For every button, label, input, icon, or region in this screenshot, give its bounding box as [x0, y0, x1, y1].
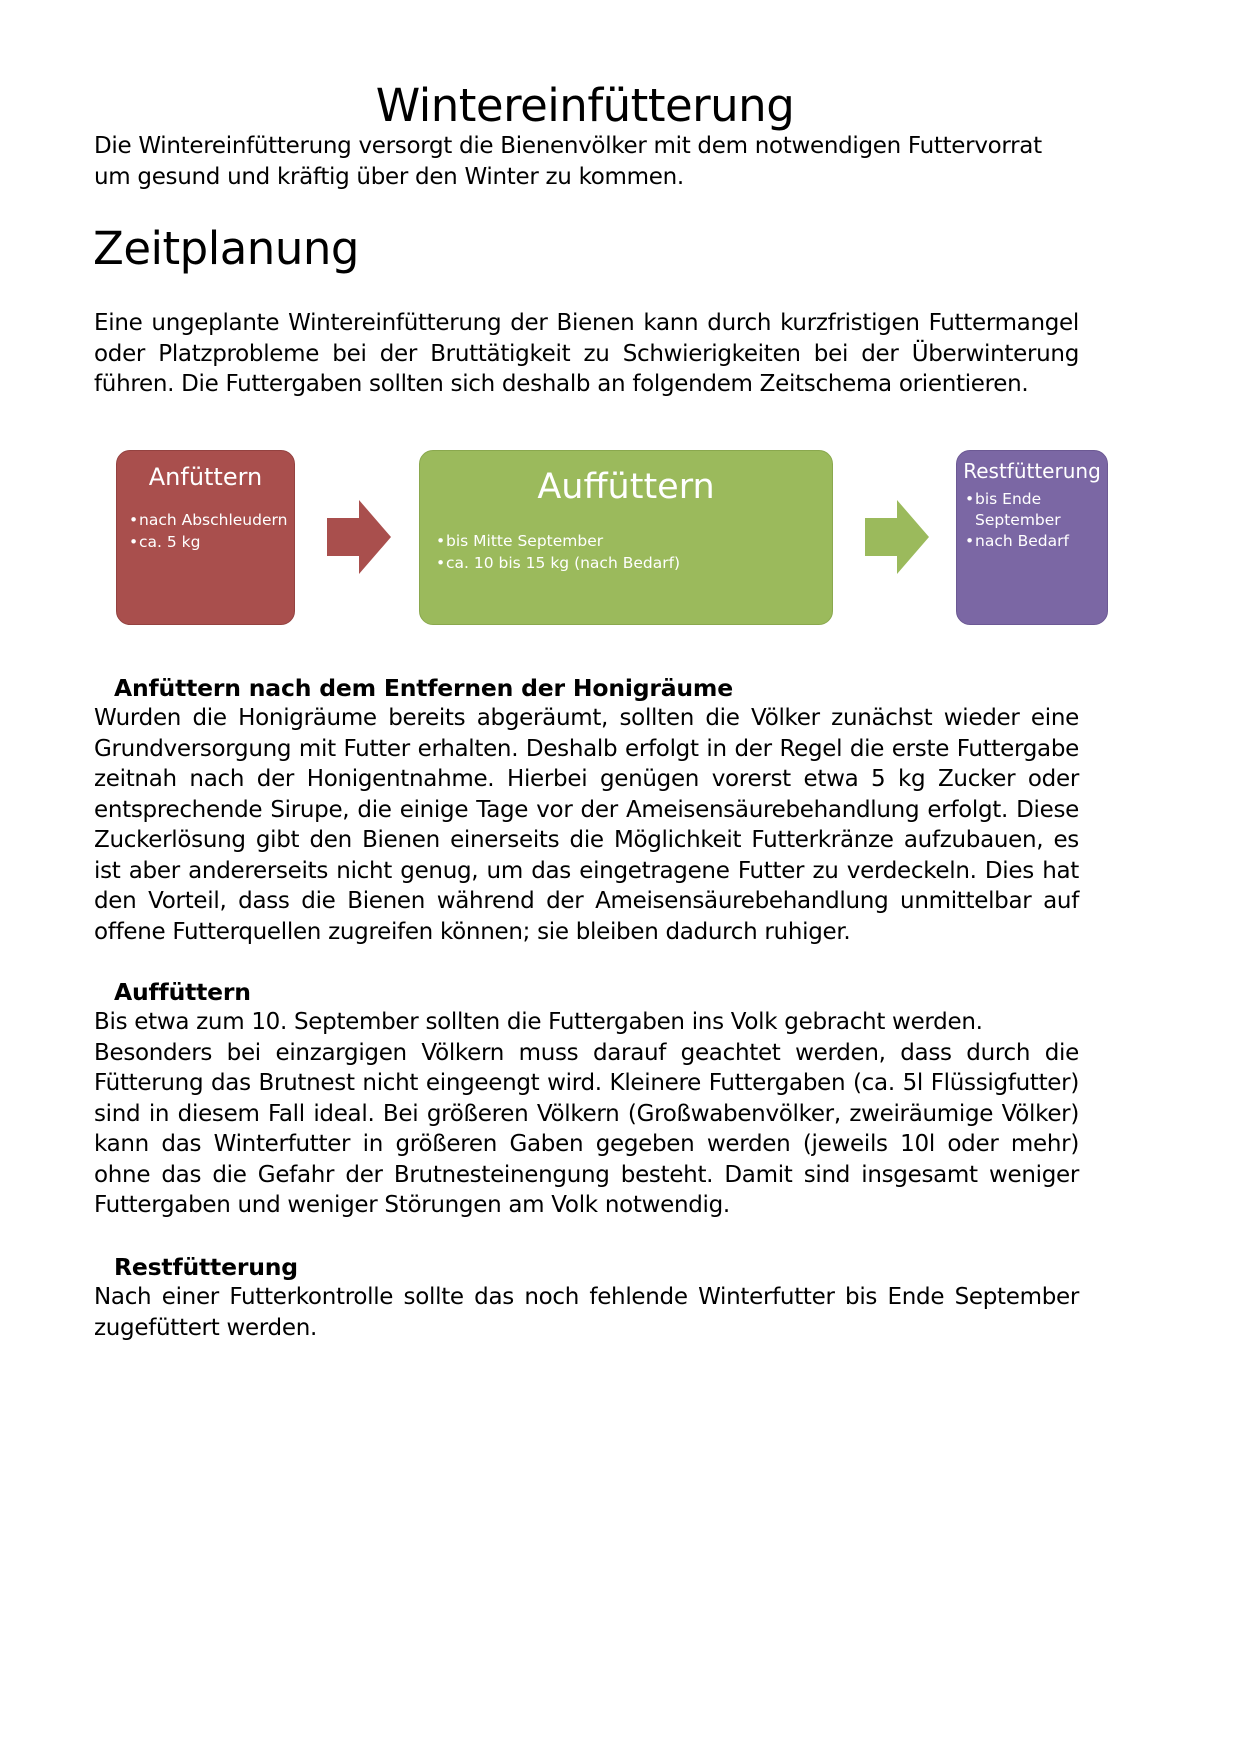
step-bullet: • ca. 10 bis 15 kg (nach Bedarf) [436, 552, 832, 574]
step-box-auffuettern [419, 450, 833, 625]
step-bullets [129, 509, 294, 553]
step-bullet: • bis Mitte September [436, 530, 832, 552]
section-heading-zeitplanung: Zeitplanung [93, 222, 359, 275]
step-bullet: • ca. 5 kg [129, 531, 294, 553]
intro-paragraph: Die Wintereinfütterung versorgt die Bienenvölker mit dem notwendigen Futtervorrat um gesund und kräftig über den Winter zu kommen. [94, 133, 1042, 190]
page-title: Wintereinfütterung [375, 79, 795, 132]
step-box-restfuetterung [956, 450, 1108, 625]
paragraph-body: Besonders bei einzargigen Völkern muss darauf geachtet werden, dass durch die Fütterung das Brutnest nicht eingeengt wird. Kleinere Futtergaben (ca. 5l Flüssigfutter) sind in diesem Fall ideal. Bei größeren Völkern (Großwabenvölker, zweiräumige Völker) kann das Winterfutter in größeren Gaben gegeben werden (jeweils 10l oder mehr) ohne das die Gefahr der Brutnesteinengung besteht. Damit sind insgesamt weniger Futtergaben und weniger Störungen am Volk notwendig. [94, 1039, 1079, 1218]
subheading-restfuetterung: Restfütterung [114, 1253, 298, 1281]
step-bullet: • bis Ende September [965, 489, 1107, 531]
subheading-anfuettern: Anfüttern nach dem Entfernen der Honigräume [114, 674, 733, 702]
paragraph-anfuettern: Wurden die Honigräume bereits abgeräumt, sollten die Völker zunächst wieder eine Grundversorgung mit Futter erhalten. Deshalb erfolgt in der Regel die erste Futtergabe zeitnah nach der Honigentnahme. Hierbei genügen vorerst etwa 5 kg Zucker oder entsprechende Sirupe, die einige Tage vor der Ameisensäurebehandlung erfolgt. Diese Zuckerlösung gibt den Bienen einerseits die Möglichkeit Futterkränze aufzubauen, es ist aber andererseits nicht genug, um das eingetragene Futter zu verdeckeln. Dies hat den Vorteil, dass die Bienen während der Ameisensäurebehandlung unmittelbar auf offene Futterquellen zugreifen können; sie bleiben dadurch ruhiger. [94, 705, 1079, 945]
paragraph-line: Bis etwa zum 10. September sollten die Futtergaben ins Volk gebracht werden. [94, 1009, 983, 1035]
step-bullets [965, 489, 1107, 552]
zeitplanung-paragraph: Eine ungeplante Wintereinfütterung der Bienen kann durch kurzfristigen Futtermangel oder Platzprobleme bei der Bruttätigkeit zu Schwierigkeiten bei der Überwinterung führen. Die Futtergaben sollten sich deshalb an folgendem Zeitschema orientieren. [94, 310, 1079, 397]
arrow-right-icon [865, 500, 929, 574]
step-bullets [436, 530, 832, 574]
paragraph-auffuettern [94, 1007, 1079, 1221]
step-bullet: • nach Bedarf [965, 531, 1107, 552]
step-title: Auffüttern [537, 467, 715, 507]
step-title: Restfütterung [963, 459, 1101, 483]
step-bullet: • nach Abschleudern [129, 509, 294, 531]
subheading-auffuettern: Auffüttern [114, 978, 251, 1006]
step-box-anfuettern [116, 450, 295, 625]
step-title: Anfüttern [148, 463, 263, 491]
arrow-right-icon [327, 500, 391, 574]
paragraph-restfuetterung: Nach einer Futterkontrolle sollte das noch fehlende Winterfutter bis Ende September zugefüttert werden. [94, 1284, 1079, 1341]
